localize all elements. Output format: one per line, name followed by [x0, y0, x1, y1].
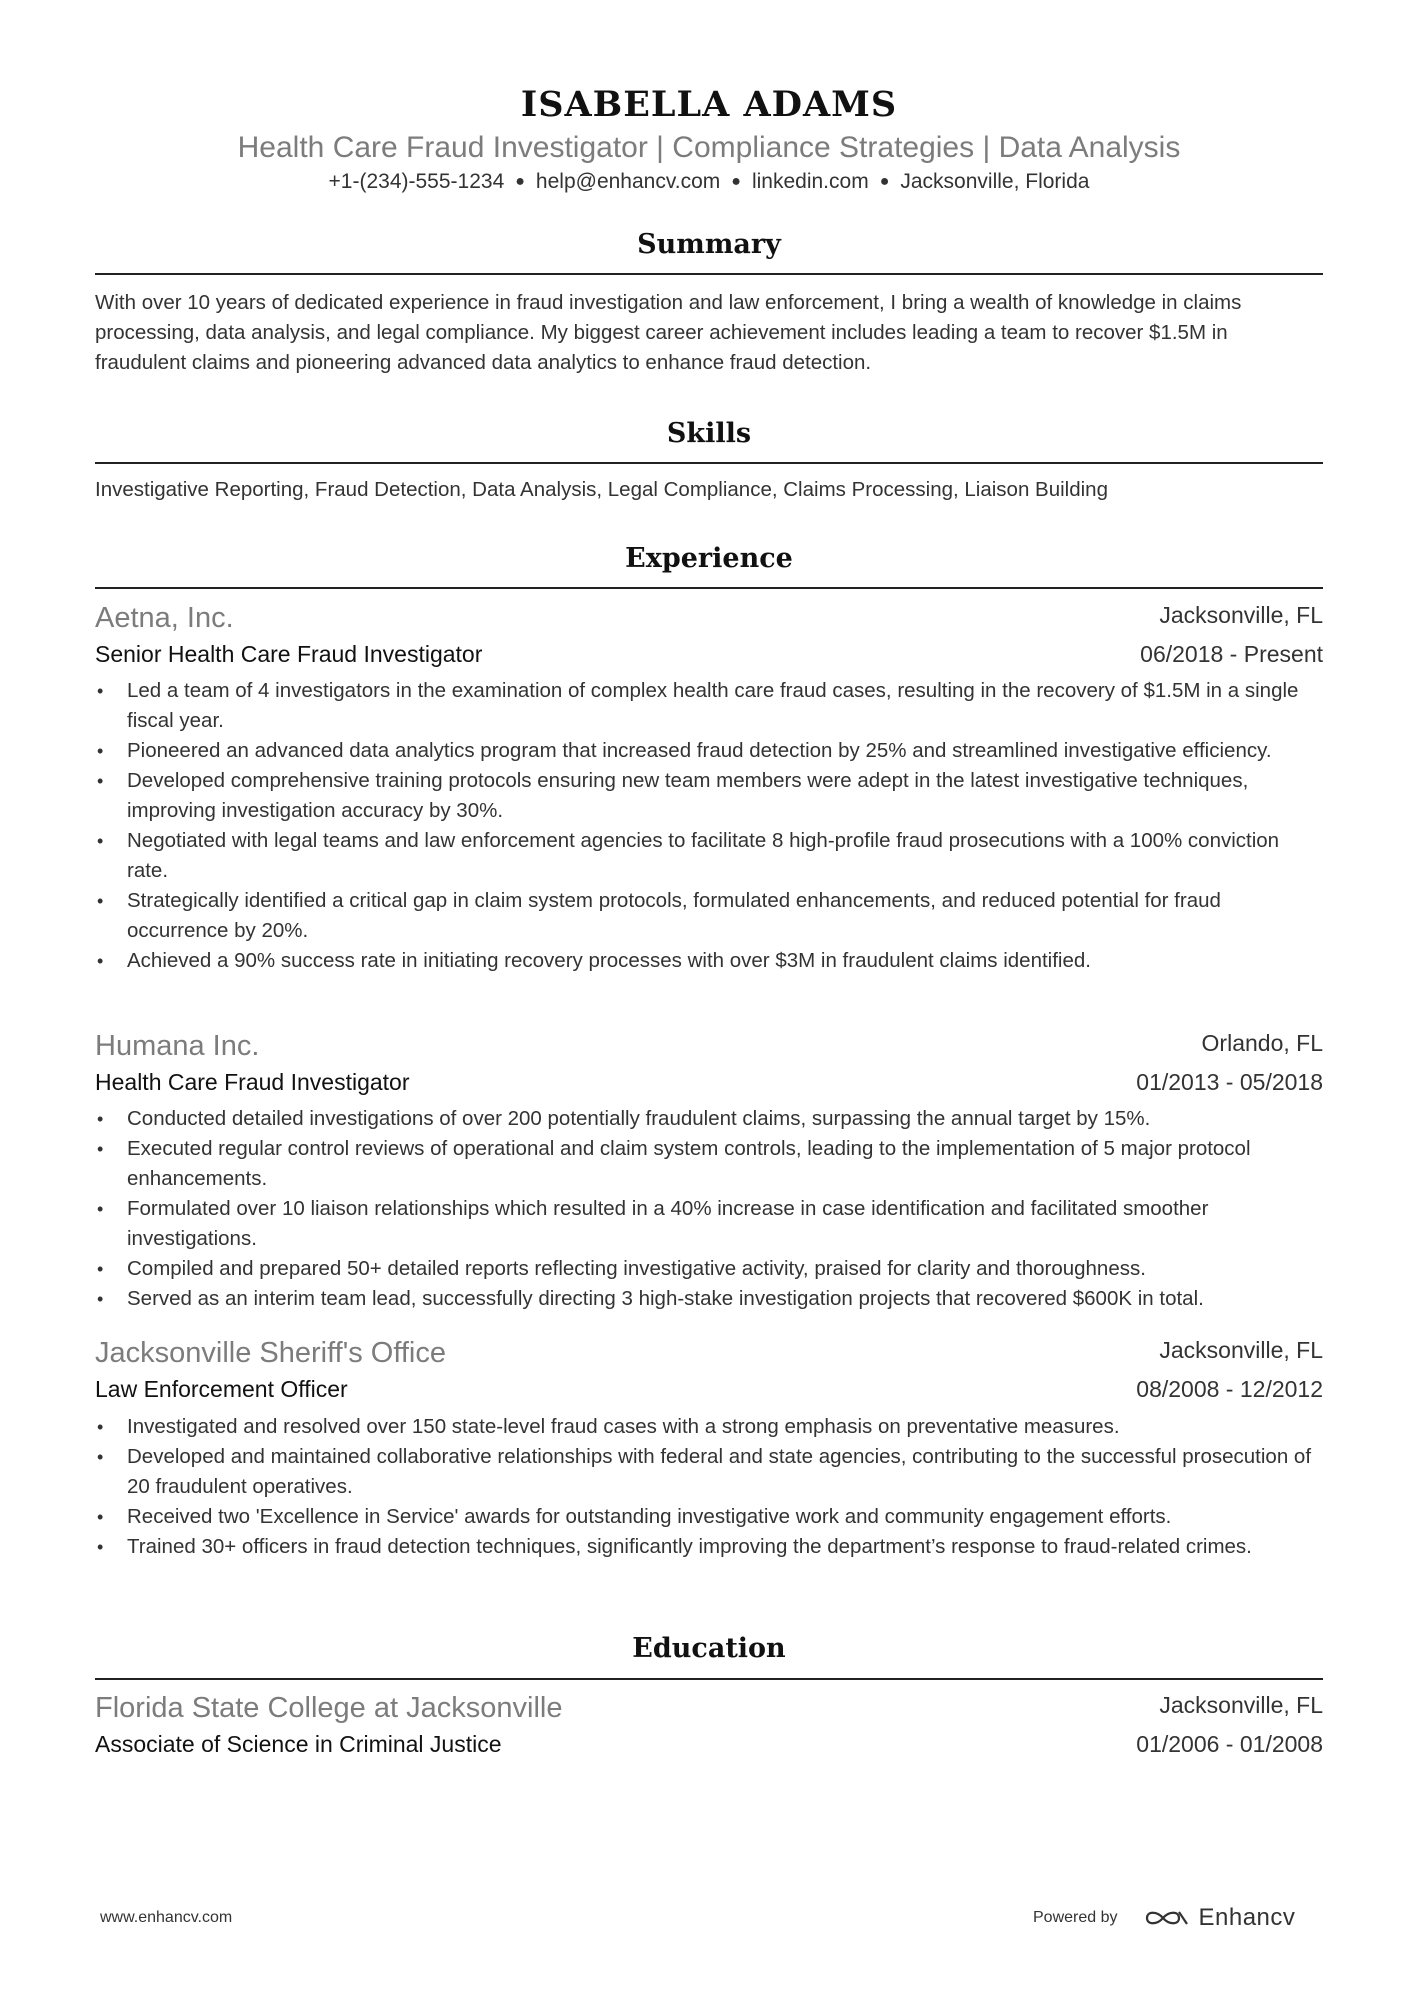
list-item: • Achieved a 90% success rate in initiating recovery processes with over $3M in fraudulent claims identified.: [95, 946, 1323, 976]
education-title: Education: [632, 1633, 786, 1664]
job-role: Health Care Fraud Investigator: [95, 1069, 410, 1095]
brand-name: Enhancv: [1198, 1904, 1296, 1931]
skills-title: Skills: [666, 418, 752, 449]
contact-line: [95, 170, 1323, 194]
list-item: • Formulated over 10 liaison relationships which resulted in a 40% increase in case identification and facilitated smoother investigations.: [95, 1194, 1323, 1254]
education-divider: [95, 1678, 1323, 1680]
job-role: Senior Health Care Fraud Investigator: [95, 641, 483, 667]
job-bullets: [95, 1104, 1323, 1314]
list-item: • Pioneered an advanced data analytics program that increased fraud detection by 25% and streamlined investigative efficiency.: [95, 736, 1323, 766]
skills-text: Investigative Reporting, Fraud Detection, Data Analysis, Legal Compliance, Claims Processing, Liaison Building: [95, 478, 1108, 501]
separator-dot: ●: [515, 173, 525, 190]
list-item: • Served as an interim team lead, successfully directing 3 high-stake investigation projects that recovered $600K in total.: [95, 1284, 1323, 1314]
phone: +1-(234)-555-1234: [328, 170, 505, 193]
degree: Associate of Science in Criminal Justice: [95, 1731, 502, 1757]
job-dates: 06/2018 - Present: [1140, 641, 1323, 667]
company-name: Aetna, Inc.: [95, 602, 234, 634]
list-item: • Investigated and resolved over 150 state-level fraud cases with a strong emphasis on preventative measures.: [95, 1412, 1323, 1442]
list-item: • Developed and maintained collaborative relationships with federal and state agencies, contributing to the successful prosecution of 20 fraudulent operatives.: [95, 1442, 1323, 1502]
linkedin-link[interactable]: linkedin.com: [751, 170, 869, 193]
summary-text: With over 10 years of dedicated experience in fraud investigation and law enforcement, I bring a wealth of knowledge in claims processing, data analysis, and legal compliance. My biggest career achievement includes leading a team to recover $1.5M in fraudulent claims and pioneering advanced data analytics to enhance fraud detection.: [95, 291, 1242, 374]
separator-dot: ●: [879, 173, 890, 190]
school-name: Florida State College at Jacksonville: [95, 1692, 563, 1724]
footer-branding: [1033, 1904, 1295, 1932]
email-link[interactable]: help@enhancv.com: [535, 170, 721, 193]
skills-divider: [95, 462, 1323, 464]
job-bullets: [95, 1412, 1323, 1562]
headline: Health Care Fraud Investigator | Compliance Strategies | Data Analysis: [237, 131, 1181, 164]
enhancv-logo-icon: [1143, 1906, 1191, 1930]
school-location: Jacksonville, FL: [1159, 1692, 1323, 1718]
list-item: • Executed regular control reviews of operational and claim system controls, leading to the implementation of 5 major protocol enhancements.: [95, 1134, 1323, 1194]
company-name: Jacksonville Sheriff's Office: [95, 1337, 447, 1369]
list-item: • Negotiated with legal teams and law enforcement agencies to facilitate 8 high-profile fraud prosecutions with a 100% conviction rate.: [95, 826, 1323, 886]
list-item: • Trained 30+ officers in fraud detection techniques, significantly improving the department’s response to fraud-related crimes.: [95, 1532, 1323, 1562]
summary-divider: [95, 273, 1323, 275]
job-dates: 08/2008 - 12/2012: [1136, 1376, 1323, 1402]
job-bullets: [95, 676, 1323, 976]
list-item: • Strategically identified a critical gap in claim system protocols, formulated enhancements, and reduced potential for fraud occurrence by 20%.: [95, 886, 1323, 946]
list-item: • Led a team of 4 investigators in the examination of complex health care fraud cases, resulting in the recovery of $1.5M in a single fiscal year.: [95, 676, 1323, 736]
company-name: Humana Inc.: [95, 1030, 260, 1062]
list-item: • Compiled and prepared 50+ detailed reports reflecting investigative activity, praised for clarity and thoroughness.: [95, 1254, 1323, 1284]
job-dates: 01/2013 - 05/2018: [1136, 1069, 1323, 1095]
experience-divider: [95, 587, 1323, 589]
powered-by-label: Powered by: [1033, 1909, 1118, 1926]
candidate-name: ISABELLA ADAMS: [520, 84, 898, 125]
job-location: Orlando, FL: [1201, 1030, 1323, 1056]
experience-title: Experience: [625, 543, 793, 574]
job-location: Jacksonville, FL: [1159, 1337, 1323, 1363]
enhancv-logo[interactable]: [1143, 1904, 1296, 1932]
list-item: • Received two 'Excellence in Service' awards for outstanding investigative work and community engagement efforts.: [95, 1502, 1323, 1532]
list-item: • Conducted detailed investigations of over 200 potentially fraudulent claims, surpassing the annual target by 15%.: [95, 1104, 1323, 1134]
job-role: Law Enforcement Officer: [95, 1376, 348, 1402]
location: Jacksonville, Florida: [900, 170, 1090, 193]
education-dates: 01/2006 - 01/2008: [1136, 1731, 1323, 1757]
summary-title: Summary: [637, 229, 781, 260]
job-location: Jacksonville, FL: [1159, 602, 1323, 628]
separator-dot: ●: [731, 173, 741, 190]
list-item: • Developed comprehensive training protocols ensuring new team members were adept in the latest investigative techniques, improving investigation accuracy by 30%.: [95, 766, 1323, 826]
footer-website-link[interactable]: www.enhancv.com: [100, 1909, 233, 1926]
